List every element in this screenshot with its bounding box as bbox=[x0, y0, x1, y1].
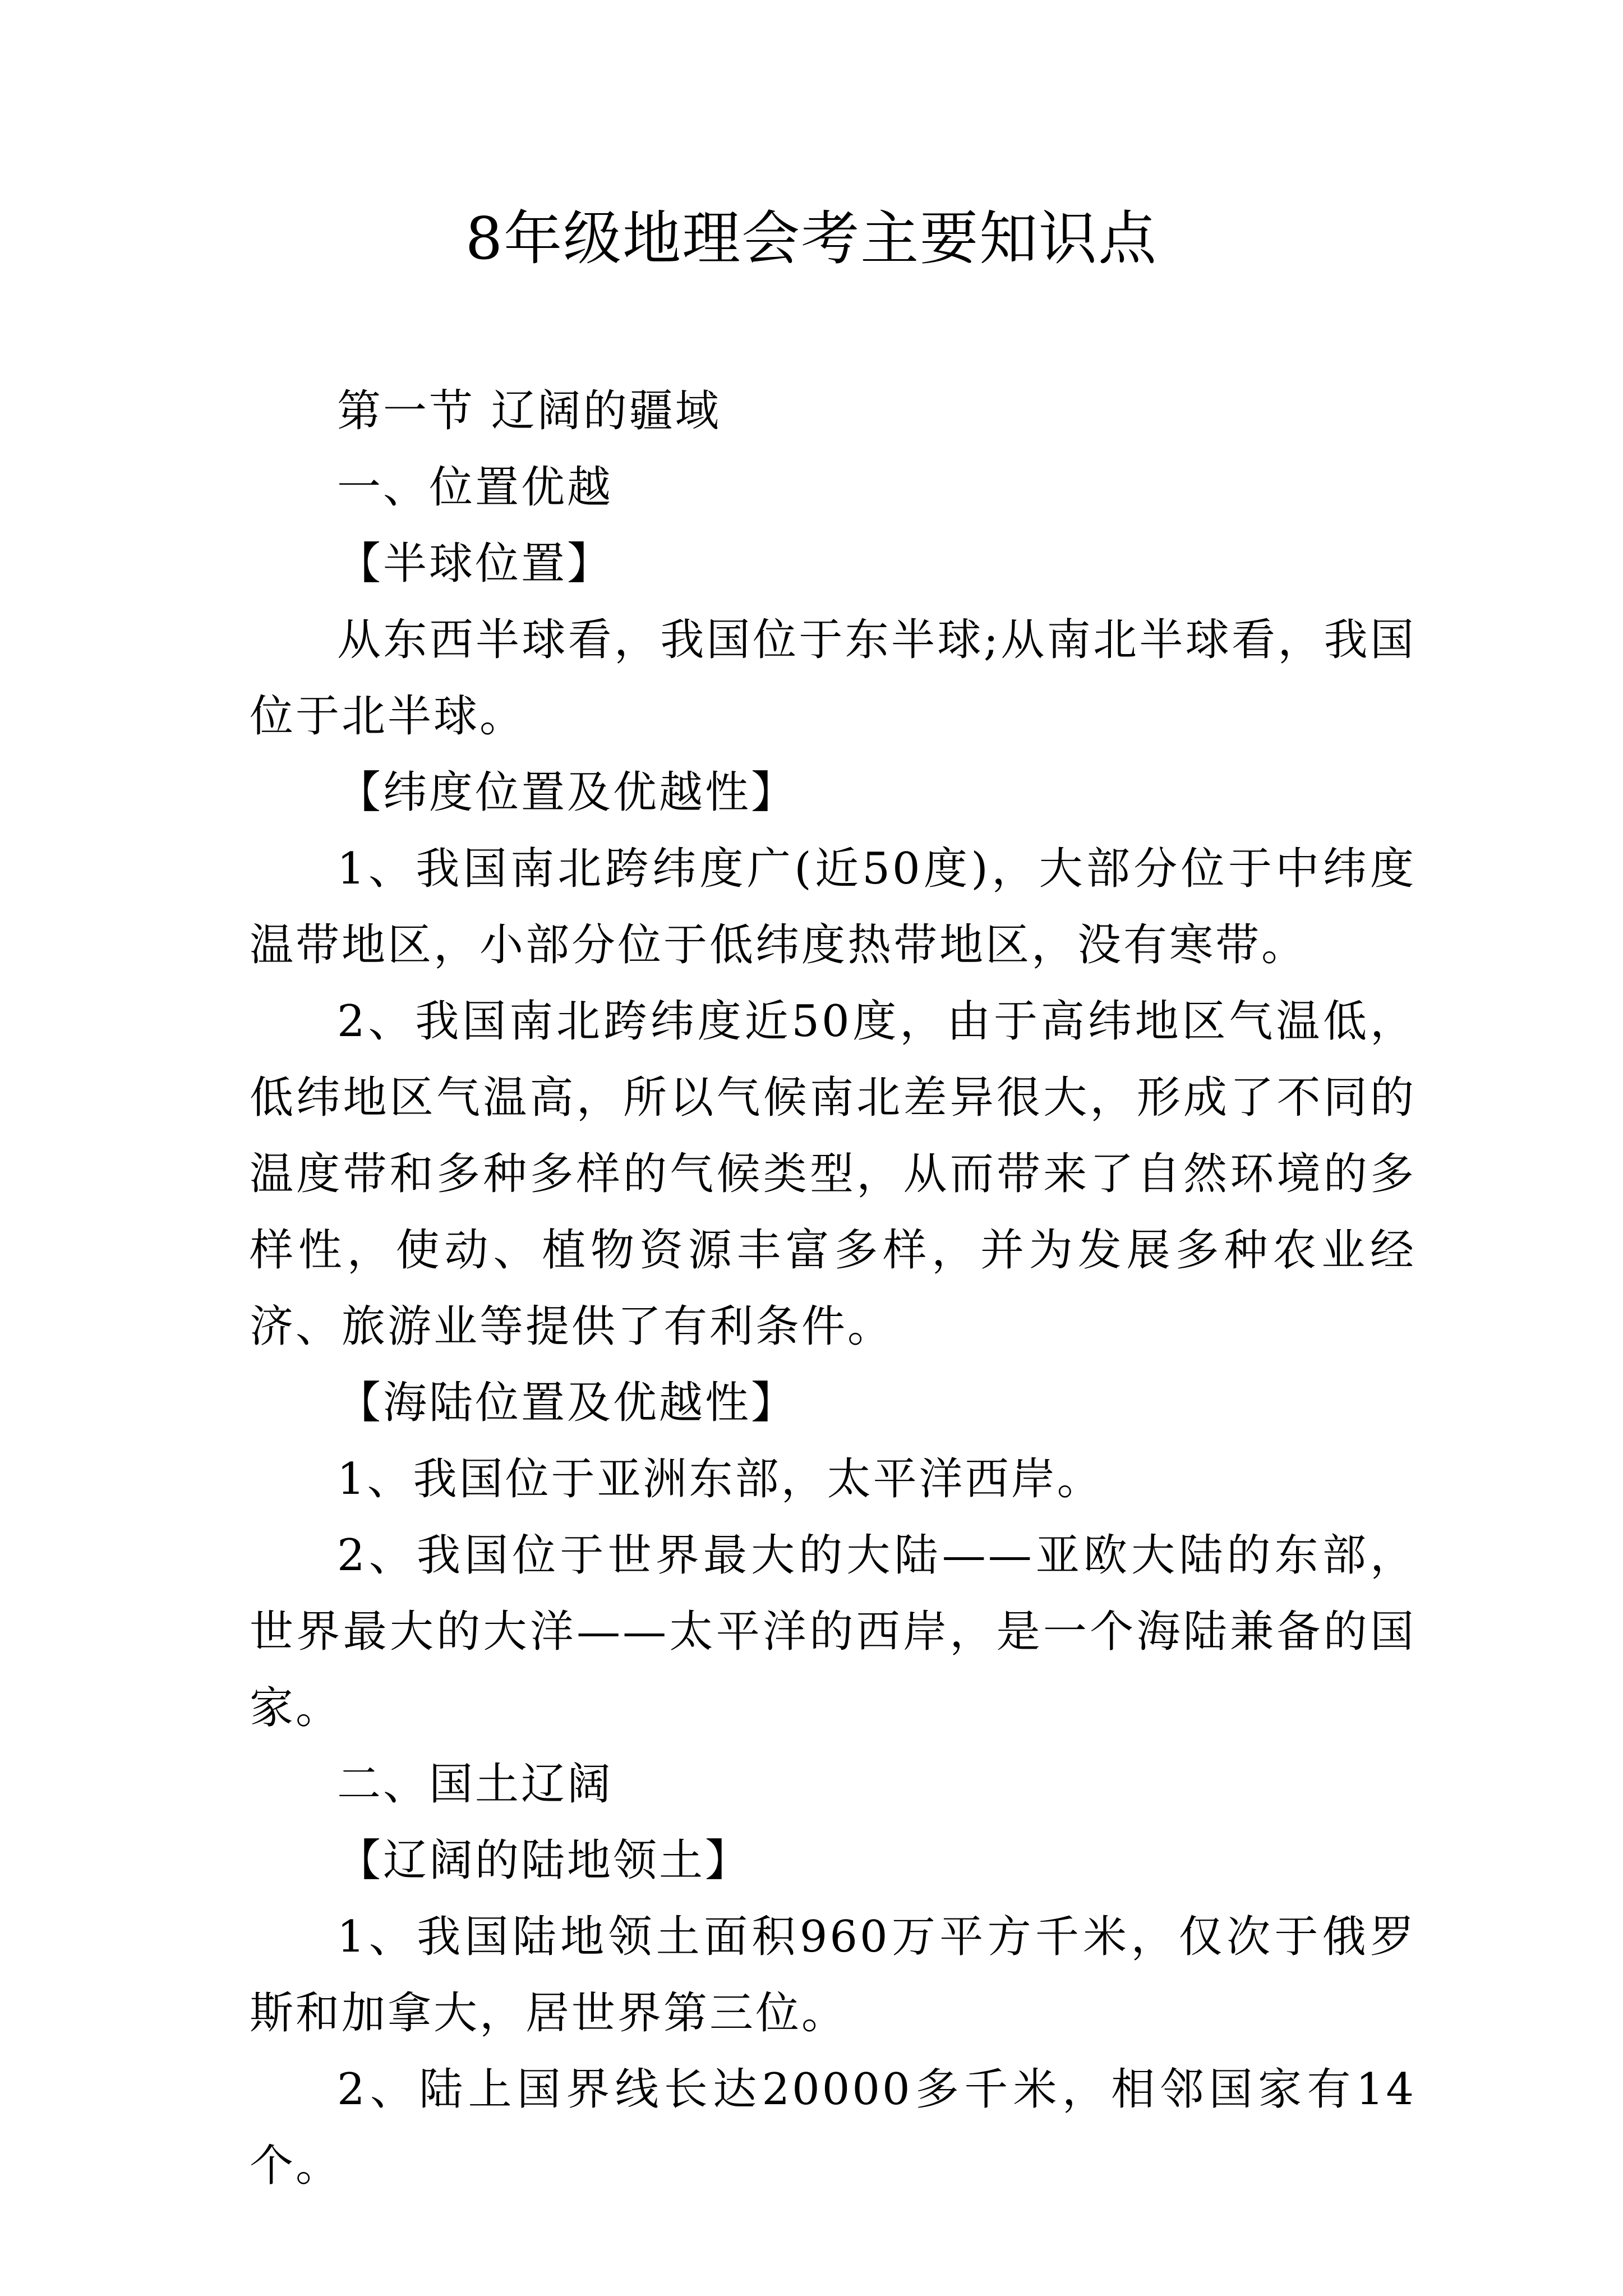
topic-heading: 【海陆位置及优越性】 bbox=[337, 1378, 797, 1428]
body-paragraph: 1、我国位于亚洲东部，太平洋西岸。 bbox=[337, 1454, 1103, 1504]
body-paragraph: 1、我国陆地领土面积960万平方千米，仅次于俄罗斯和加拿大，居世界第三位。 bbox=[250, 1912, 1416, 2039]
topic-heading: 【纬度位置及优越性】 bbox=[337, 767, 797, 818]
subsection-heading: 一、位置优越 bbox=[337, 462, 614, 513]
body-paragraph: 2、我国南北跨纬度近50度，由于高纬地区气温低，低纬地区气温高，所以气候南北差异很大，形成了不同的温度带和多种多样的气候类型，从而带来了自然环境的多样性，使动、植物资源丰富多样，并为发展多种农业经济、旅游业等提供了有利条件。 bbox=[250, 996, 1416, 1352]
body-paragraph: 2、陆上国界线长达20000多千米，相邻国家有14个。 bbox=[250, 2064, 1416, 2191]
document-title: 8年级地理会考主要知识点 bbox=[465, 204, 1158, 273]
body-paragraph: 1、我国南北跨纬度广(近50度)，大部分位于中纬度温带地区，小部分位于低纬度热带地区，没有寒带。 bbox=[250, 844, 1416, 970]
document-body bbox=[250, 373, 1416, 2204]
body-paragraph: 从东西半球看，我国位于东半球;从南北半球看，我国位于北半球。 bbox=[250, 615, 1416, 742]
topic-heading: 【半球位置】 bbox=[337, 539, 614, 589]
body-paragraph: 2、我国位于世界最大的大陆——亚欧大陆的东部，世界最大的大洋——太平洋的西岸，是一个海陆兼备的国家。 bbox=[250, 1530, 1416, 1733]
section-heading: 第一节 辽阔的疆域 bbox=[337, 386, 721, 436]
topic-heading: 【辽阔的陆地领土】 bbox=[337, 1835, 751, 1886]
subsection-heading: 二、国土辽阔 bbox=[337, 1759, 614, 1810]
